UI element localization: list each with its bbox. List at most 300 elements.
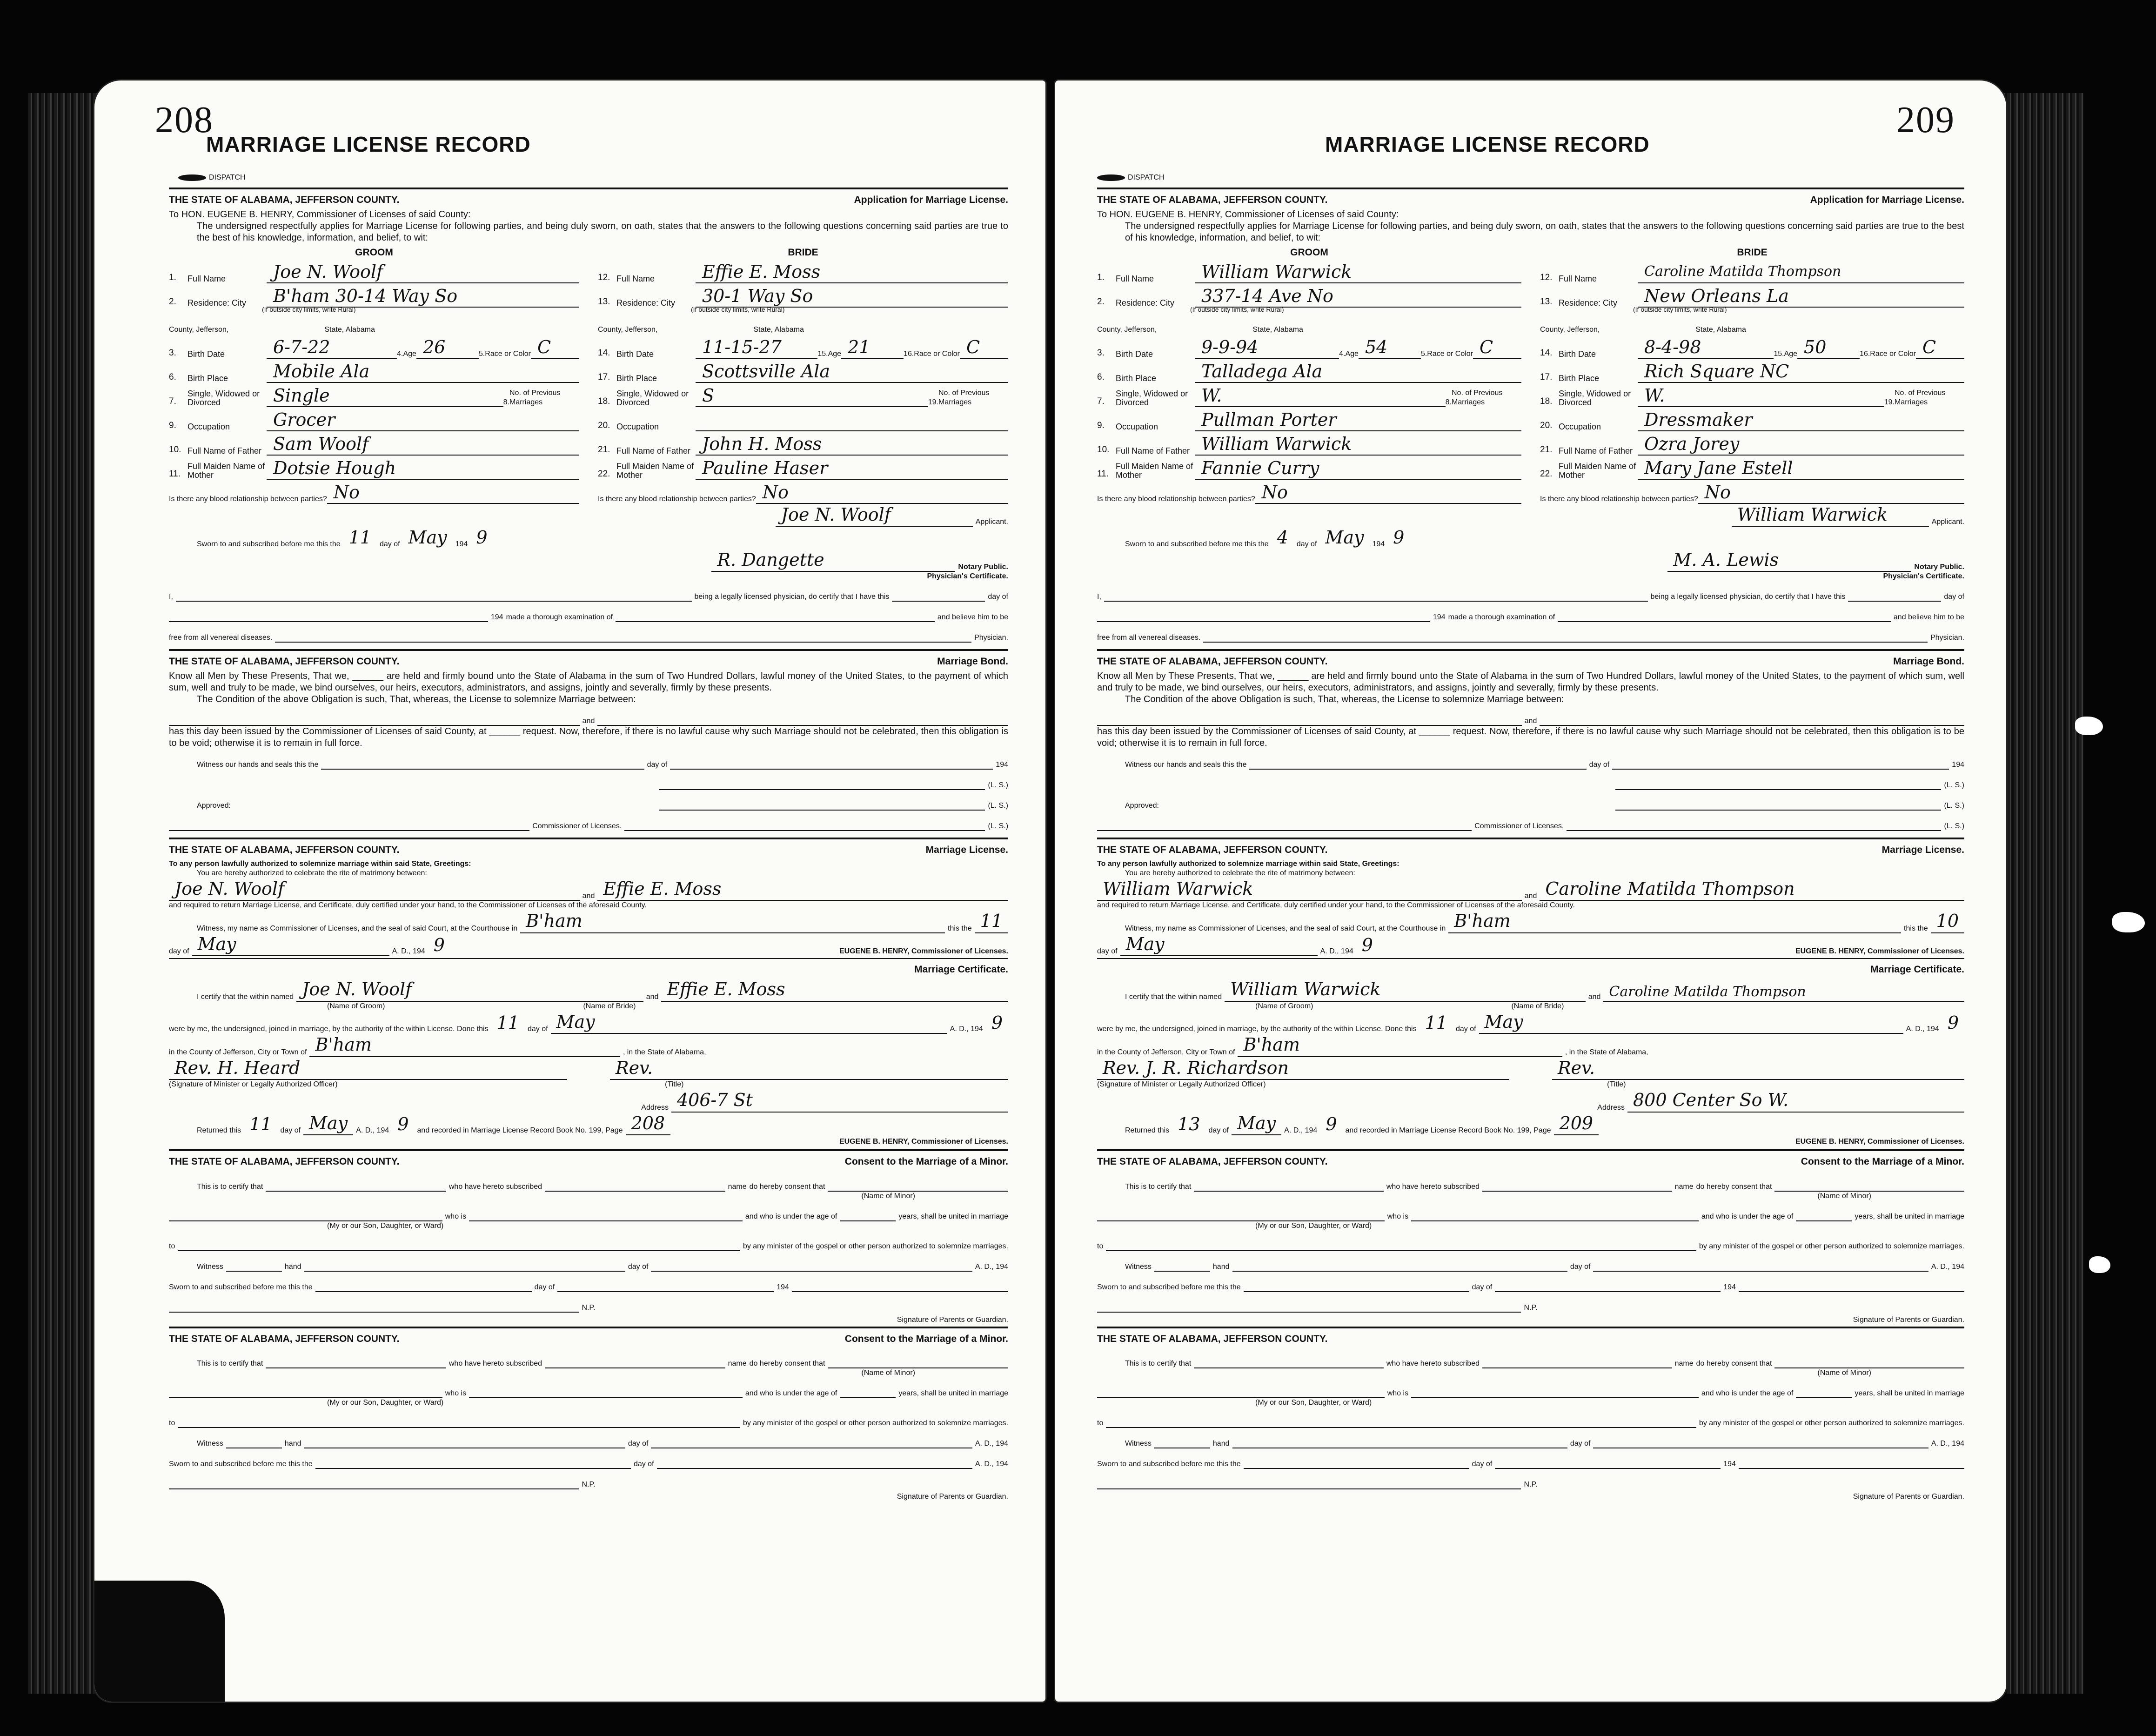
minister-caption: (Signature of Minister or Legally Authorized Officer): [1097, 1080, 1266, 1089]
bond-condition: The Condition of the above Obligation is such, That, whereas, the License to solemnize Marriage between:: [197, 694, 636, 705]
commissioner-label: Commissioner of Licenses.: [1474, 822, 1564, 831]
returned-day: 11: [249, 1113, 272, 1134]
field-label: Occupation: [1559, 422, 1601, 431]
field-label: Residence: City: [1559, 298, 1618, 308]
returned-label: Returned this: [197, 1126, 241, 1135]
bride-name-field[interactable]: Caroline Matilda Thompson: [1638, 261, 1964, 283]
day-of-label: day of: [633, 1460, 654, 1468]
notary-label: Notary Public.: [958, 563, 1008, 571]
field-label: Occupation: [1116, 422, 1158, 431]
physician-label: Physician.: [1930, 634, 1964, 642]
year-label: 194: [490, 613, 503, 621]
and-label: and: [582, 717, 595, 725]
sworn-day: 4: [1277, 527, 1288, 548]
license-text: You are hereby authorized to celebrate the rite of matrimony between:: [1125, 869, 1355, 877]
minor-header: Consent to the Marriage of a Minor.: [1801, 1156, 1964, 1167]
field-label: Is there any blood relationship between parties?: [1097, 495, 1255, 503]
ad-label: A. D., 194: [392, 947, 425, 955]
state-label: , in the State of Alabama,: [1565, 1048, 1648, 1056]
i-label: I,: [1097, 593, 1101, 601]
day-of-label: day of: [1296, 540, 1317, 548]
bride-caption: (Name of Bride): [1511, 1002, 1564, 1010]
groom-name-field[interactable]: Joe N. Woolf: [267, 261, 579, 283]
groom-residence-field[interactable]: B'ham 30-14 Way So: [267, 285, 579, 308]
field-label: Full Name of Father: [187, 446, 262, 456]
minor-consent-1: [1097, 1149, 1964, 1324]
page-title: MARRIAGE LICENSE RECORD: [1325, 132, 1650, 156]
field-note: (If outside city limits, write Rural): [1190, 305, 1284, 313]
groom-mother-field[interactable]: Dotsie Hough: [267, 457, 579, 480]
license-to: To any person lawfully authorized to solemnize marriage within said State, Greetings:: [1097, 859, 1399, 868]
field-label: Full Name: [1116, 274, 1154, 283]
np-label: N.P.: [582, 1303, 596, 1312]
ad-label: A. D., 194: [950, 1025, 983, 1033]
day-of-label: day of: [1208, 1126, 1229, 1135]
book-edge-left: [28, 93, 98, 1694]
groom-color-field[interactable]: C: [531, 336, 579, 359]
state-header: THE STATE OF ALABAMA, JEFFERSON COUNTY.: [169, 1156, 400, 1167]
returned-month: May: [303, 1113, 353, 1136]
license-form-right: [1097, 188, 1964, 1674]
groom-marital-field[interactable]: W.: [1195, 385, 1446, 407]
bride-age-field[interactable]: 21: [841, 336, 904, 359]
state-label: , in the State of Alabama,: [623, 1048, 706, 1056]
day-of-label: day of: [169, 947, 189, 955]
license-groom: Joe N. Woolf: [169, 878, 580, 901]
commissioner-label: Commissioner of Licenses.: [532, 822, 622, 831]
license-courthouse: B'ham: [1448, 910, 1901, 933]
field-label: Full Name: [616, 274, 655, 283]
license-month: May: [192, 933, 389, 957]
np-label: N.P.: [582, 1480, 596, 1488]
field-label: Birth Date: [187, 349, 225, 359]
groom-birthplace-field[interactable]: Mobile Ala: [267, 361, 579, 383]
bride-residence-field[interactable]: 30-1 Way So: [696, 285, 1008, 308]
parents-signature: Signature of Parents or Guardian.: [1853, 1315, 1964, 1324]
county-label: County, Jefferson,: [1540, 325, 1600, 334]
approved-label: Approved:: [1125, 802, 1159, 810]
ad-label: A. D., 194: [975, 1262, 1008, 1271]
minor-text: to: [169, 1242, 175, 1250]
certificate-header: Marriage Certificate.: [914, 964, 1008, 975]
minor-text: who is: [445, 1389, 467, 1397]
bond-section: [1097, 649, 1964, 831]
ad-label: A. D., 194: [975, 1460, 1008, 1468]
physician-header: Physician's Certificate.: [1883, 572, 1964, 580]
field-label: No. of Previous Marriages: [509, 389, 561, 406]
license-witness: Witness, my name as Commissioner of Licenses, and the seal of said Court, at the Courthouse in: [197, 924, 518, 932]
groom-birthplace-field[interactable]: Talladega Ala: [1195, 361, 1521, 383]
minor-text: years, shall be united in marriage: [898, 1389, 1008, 1397]
certificate-header: Marriage Certificate.: [1870, 964, 1964, 975]
parents-signature: Signature of Parents or Guardian.: [897, 1315, 1008, 1324]
bride-blood-field[interactable]: No: [756, 482, 1008, 504]
groom-caption: (Name of Groom): [1255, 1002, 1313, 1010]
ls-label: (L. S.): [988, 781, 1008, 790]
to-line: To HON. EUGENE B. HENRY, Commissioner of Licenses of said County:: [1097, 209, 1399, 220]
bride-color-field[interactable]: C: [960, 336, 1008, 359]
certificate-year: 9: [1947, 1012, 1959, 1033]
minor-text: Witness: [1125, 1262, 1152, 1271]
county-city-label: in the County of Jefferson, City or Town of: [169, 1048, 307, 1056]
this-the-label: this the: [1904, 924, 1928, 932]
returned-day: 13: [1178, 1113, 1200, 1134]
minister-address: 406-7 St: [671, 1089, 1008, 1113]
book-edge-right: [2001, 93, 2084, 1694]
minister-address: 800 Center So W.: [1627, 1089, 1964, 1113]
groom-occupation-field[interactable]: Grocer: [267, 409, 579, 431]
state-label: State, Alabama: [1695, 325, 1746, 334]
bride-birthplace-field[interactable]: Rich Square NC: [1638, 361, 1964, 383]
field-label: Residence: City: [616, 298, 676, 308]
minor-text: hand: [284, 1262, 301, 1271]
minor-text: do hereby consent that: [1696, 1182, 1772, 1191]
bond-condition: The Condition of the above Obligation is such, That, whereas, the License to solemnize Marriage between:: [1125, 694, 1564, 705]
applicant-label: Applicant.: [975, 518, 1008, 526]
address-label: Address: [641, 1103, 669, 1112]
license-section: [1097, 838, 1964, 956]
sworn-month: May: [1325, 527, 1364, 548]
ls-label: (L. S.): [1944, 802, 1964, 810]
bride-age-field[interactable]: 50: [1797, 336, 1860, 359]
state-header: THE STATE OF ALABAMA, JEFFERSON COUNTY.: [1097, 194, 1328, 205]
certificate-section: [1097, 958, 1964, 1146]
minor-text: years, shall be united in marriage: [1855, 1212, 1964, 1220]
bride-color-field[interactable]: C: [1916, 336, 1964, 359]
ad-label: A. D., 194: [1931, 1262, 1964, 1271]
minor-text: and who is under the age of: [1701, 1389, 1794, 1397]
day-of-label: day of: [628, 1439, 649, 1448]
minor-caption: (Name of Minor): [861, 1368, 915, 1377]
groom-column: GROOM 1. Full Name Joe N. Woolf 2. Residence: City B'ham 30-14 Way So (If outside city limits, write Rural) County, Jefferson, State, Alabama 3. Birth Date 6-7-22 4. Age 26 5. Race or Color C 6. Birth Place Mobile Ala 7. Single, Widowed or Divorced Single 8. No. of Previous Marriages 9. Occupation Grocer 10. Full Name of Father Sam Woolf 11. Full Maiden Name of Mother Dotsie Hough Is there any blood relationship between parties? No: [169, 247, 579, 503]
applicant-signature: Joe N. Woolf: [776, 504, 973, 527]
certificate-joined: were by me, the undersigned, joined in marriage, by the authority of the within License. Done this: [169, 1025, 489, 1033]
bride-occupation-field[interactable]: Dressmaker: [1638, 409, 1964, 431]
bride-occupation-field[interactable]: [696, 409, 1008, 431]
returned-label: Returned this: [1125, 1126, 1170, 1135]
bride-marital-field[interactable]: W.: [1638, 385, 1884, 407]
minor-consent-2: [1097, 1327, 1964, 1501]
physician-text: free from all venereal diseases.: [1097, 634, 1201, 642]
returned-month: May: [1232, 1113, 1281, 1136]
physician-text: made a thorough examination of: [506, 613, 613, 621]
field-label: Single, Widowed or Divorced: [616, 389, 689, 407]
field-label: Race or Color: [1427, 349, 1473, 358]
minor-caption: (Name of Minor): [861, 1192, 915, 1200]
minor-consent-1: [169, 1149, 1008, 1324]
minor-text: who is: [1387, 1389, 1409, 1397]
minor-text: name: [1674, 1182, 1694, 1191]
approved-label: Approved:: [197, 802, 231, 810]
groom-birthdate-field[interactable]: 9-9-94: [1195, 336, 1339, 359]
certificate-groom: William Warwick: [1225, 979, 1586, 1002]
commissioner-signature: EUGENE B. HENRY, Commissioner of Licenses.: [1795, 1138, 1964, 1146]
ad-label: A. D., 194: [1284, 1126, 1318, 1135]
minor-text: Witness: [197, 1439, 223, 1448]
license-year: 9: [433, 934, 445, 955]
state-header: THE STATE OF ALABAMA, JEFFERSON COUNTY.: [169, 1333, 400, 1344]
page-number: 208: [155, 100, 214, 141]
certificate-day: 11: [1425, 1012, 1447, 1033]
groom-color-field[interactable]: C: [1473, 336, 1521, 359]
field-label: Full Name of Father: [616, 446, 691, 456]
and-label: and: [1524, 717, 1537, 725]
day-of-label: day of: [379, 540, 400, 548]
left-page: [93, 79, 1047, 1703]
physician-header: Physician's Certificate.: [927, 572, 1008, 580]
sworn-month: May: [408, 527, 447, 548]
certificate-town: B'ham: [309, 1034, 620, 1057]
minor-caption: (My or our Son, Daughter, or Ward): [1255, 1398, 1372, 1407]
certificate-text: I certify that the within named: [197, 992, 294, 1001]
license-witness: Witness, my name as Commissioner of Licenses, and the seal of said Court, at the Courthouse in: [1125, 924, 1446, 932]
returned-year: 9: [397, 1113, 409, 1134]
parents-signature: Signature of Parents or Guardian.: [1853, 1492, 1964, 1501]
notary-label: Notary Public.: [1914, 563, 1964, 571]
witness-label: Witness our hands and seals this the: [1125, 761, 1247, 769]
sworn-label: Sworn to and subscribed before me this the: [169, 1460, 313, 1468]
groom-age-field[interactable]: 26: [416, 336, 479, 359]
minor-text: name: [728, 1182, 747, 1191]
application-section: [1097, 188, 1964, 643]
title-caption: (Title): [1607, 1080, 1626, 1089]
field-label: Birth Place: [1559, 373, 1600, 383]
field-label: Full Maiden Name of Mother: [616, 461, 694, 480]
field-note: (If outside city limits, write Rural): [262, 305, 356, 313]
groom-blood-field[interactable]: No: [1255, 482, 1521, 504]
field-note: (If outside city limits, write Rural): [1633, 305, 1727, 313]
state-label: State, Alabama: [324, 325, 375, 334]
field-label: Occupation: [616, 422, 659, 431]
year-label: 194: [1952, 761, 1964, 769]
field-label: Age: [828, 349, 842, 358]
license-bride: Effie E. Moss: [597, 878, 1008, 901]
year-label: 194: [996, 761, 1008, 769]
county-city-label: in the County of Jefferson, City or Town of: [1097, 1048, 1235, 1056]
dispatch-mark: DISPATCH: [1097, 174, 1165, 182]
field-label: Is there any blood relationship between parties?: [598, 495, 756, 503]
year-label: 194: [1433, 613, 1446, 621]
title-caption: (Title): [665, 1080, 684, 1089]
county-label: County, Jefferson,: [169, 325, 229, 334]
bride-father-field[interactable]: John H. Moss: [696, 433, 1008, 456]
section-label: Application for Marriage License.: [1810, 194, 1964, 205]
field-label: Birth Date: [616, 349, 654, 359]
year-label: 194: [777, 1283, 789, 1291]
state-header: THE STATE OF ALABAMA, JEFFERSON COUNTY.: [1097, 1333, 1328, 1344]
thumb-shadow: [94, 1581, 225, 1702]
bond-text-2: has this day been issued by the Commissioner of Licenses of said County, at ______ request. Now, therefore, if there is no lawful cause why such Marriage should not be celebrated, then this obligation is to be void; otherwise it is to remain in full force.: [169, 726, 1008, 749]
ls-label: (L. S.): [1944, 781, 1964, 790]
field-label: Full Maiden Name of Mother: [1559, 461, 1636, 480]
state-label: State, Alabama: [1252, 325, 1303, 334]
minor-text: hand: [284, 1439, 301, 1448]
groom-occupation-field[interactable]: Pullman Porter: [1195, 409, 1521, 431]
minister-caption: (Signature of Minister or Legally Authorized Officer): [169, 1080, 338, 1089]
field-label: Is there any blood relationship between parties?: [1540, 495, 1698, 503]
application-section: [169, 188, 1008, 643]
groom-residence-field[interactable]: 337-14 Ave No: [1195, 285, 1521, 308]
parents-signature: Signature of Parents or Guardian.: [897, 1492, 1008, 1501]
field-label: Full Name of Father: [1116, 446, 1190, 456]
np-label: N.P.: [1524, 1480, 1538, 1488]
field-label: No. of Previous Marriages: [938, 389, 990, 406]
physician-text: made a thorough examination of: [1448, 613, 1555, 621]
certificate-bride: Effie E. Moss: [661, 979, 1008, 1002]
ad-label: A. D., 194: [1931, 1439, 1964, 1448]
recorded-label: and recorded in Marriage License Record Book No. 199, Page: [417, 1126, 623, 1135]
minor-text: years, shall be united in marriage: [1855, 1389, 1964, 1397]
minor-text: name: [728, 1359, 747, 1367]
license-section: [169, 838, 1008, 956]
groom-age-field[interactable]: 54: [1359, 336, 1421, 359]
to-line: To HON. EUGENE B. HENRY, Commissioner of Licenses of said County:: [169, 209, 471, 220]
field-label: Residence: City: [1116, 298, 1175, 308]
groom-birthdate-field[interactable]: 6-7-22: [267, 336, 397, 359]
minor-text: This is to certify that: [197, 1359, 263, 1367]
groom-caption: (Name of Groom): [327, 1002, 385, 1010]
bride-residence-field[interactable]: New Orleans La: [1638, 285, 1964, 308]
this-the-label: this the: [948, 924, 972, 932]
minor-text: Witness: [197, 1262, 223, 1271]
groom-blood-field[interactable]: No: [327, 482, 579, 504]
minor-text: by any minister of the gospel or other person authorized to solemnize marriages.: [743, 1419, 1008, 1427]
dispatch-mark: DISPATCH: [178, 174, 246, 182]
field-label: Race or Color: [1870, 349, 1916, 358]
bride-label: BRIDE: [788, 247, 818, 258]
bride-marital-field[interactable]: S: [696, 385, 928, 407]
certificate-bride: Caroline Matilda Thompson: [1603, 983, 1964, 1002]
minor-header: Consent to the Marriage of a Minor.: [844, 1156, 1008, 1167]
groom-father-field[interactable]: William Warwick: [1195, 433, 1521, 456]
groom-mother-field[interactable]: Fannie Curry: [1195, 457, 1521, 480]
state-header: THE STATE OF ALABAMA, JEFFERSON COUNTY.: [1097, 1156, 1328, 1167]
bride-birthdate-field[interactable]: 8-4-98: [1638, 336, 1774, 359]
minor-caption: (Name of Minor): [1817, 1368, 1871, 1377]
applicant-label: Applicant.: [1931, 518, 1964, 526]
minor-header: Consent to the Marriage of a Minor.: [844, 1333, 1008, 1344]
bride-mother-field[interactable]: Pauline Haser: [696, 457, 1008, 480]
minor-caption: (My or our Son, Daughter, or Ward): [327, 1398, 444, 1407]
county-label: County, Jefferson,: [1097, 325, 1157, 334]
field-label: No. of Previous Marriages: [1895, 389, 1946, 406]
license-courthouse: B'ham: [520, 910, 945, 933]
year-label: 194: [1723, 1460, 1736, 1468]
day-of-label: day of: [534, 1283, 555, 1291]
minor-text: and who is under the age of: [745, 1389, 837, 1397]
groom-father-field[interactable]: Sam Woolf: [267, 433, 579, 456]
np-label: N.P.: [1524, 1303, 1538, 1312]
groom-name-field[interactable]: William Warwick: [1195, 261, 1521, 283]
field-label: Single, Widowed or Divorced: [1559, 389, 1631, 407]
field-label: Age: [1345, 349, 1359, 358]
bride-blood-field[interactable]: No: [1698, 482, 1964, 504]
minor-text: who is: [1387, 1212, 1409, 1220]
commissioner-signature: EUGENE B. HENRY, Commissioner of Licenses.: [839, 947, 1008, 955]
groom-label: GROOM: [355, 247, 393, 258]
physician-text: and believe him to be: [1893, 613, 1965, 621]
field-label: No. of Previous Marriages: [1452, 389, 1503, 406]
physician-label: Physician.: [974, 634, 1008, 642]
field-label: Full Name of Father: [1559, 446, 1633, 456]
license-to: To any person lawfully authorized to solemnize marriage within said State, Greetings:: [169, 859, 471, 868]
license-day: 10: [1931, 910, 1964, 933]
physician-text: being a legally licensed physician, do certify that I have this: [694, 593, 890, 601]
field-label: Age: [1784, 349, 1798, 358]
minor-text: to: [1097, 1419, 1104, 1427]
physician-text: being a legally licensed physician, do certify that I have this: [1650, 593, 1846, 601]
ls-label: (L. S.): [1944, 822, 1965, 831]
field-label: Race or Color: [914, 349, 960, 358]
sworn-year: 9: [1393, 527, 1405, 548]
license-header: Marriage License.: [1881, 845, 1964, 856]
bride-caption: (Name of Bride): [583, 1002, 636, 1010]
bride-name-field[interactable]: Effie E. Moss: [696, 261, 1008, 283]
state-label: State, Alabama: [753, 325, 804, 334]
ad-label: A. D., 194: [975, 1439, 1008, 1448]
application-intro: The undersigned respectfully applies for Marriage License for following parties, and being duly sworn, on oath, states that the answers to the following questions concerning said parties are true to the best of his knowledge, information, and belief, to wit:: [1125, 221, 1964, 243]
ls-label: (L. S.): [988, 822, 1009, 831]
minor-caption: (My or our Son, Daughter, or Ward): [1255, 1221, 1372, 1230]
state-header: THE STATE OF ALABAMA, JEFFERSON COUNTY.: [1097, 845, 1328, 856]
license-year: 9: [1361, 934, 1373, 955]
minor-text: name: [1674, 1359, 1694, 1367]
day-of-label: day of: [1097, 947, 1118, 955]
license-header: Marriage License.: [925, 845, 1008, 856]
field-label: Birth Place: [616, 373, 657, 383]
day-of-label: day of: [1472, 1283, 1493, 1291]
license-month: May: [1120, 933, 1318, 957]
field-label: Single, Widowed or Divorced: [1116, 389, 1188, 407]
day-of-label: day of: [1570, 1439, 1591, 1448]
year-label: 194: [1372, 540, 1385, 548]
field-label: Full Name: [1559, 274, 1597, 283]
field-label: Full Maiden Name of Mother: [187, 461, 265, 480]
minor-text: by any minister of the gospel or other person authorized to solemnize marriages.: [1699, 1419, 1964, 1427]
minor-consent-2: [169, 1327, 1008, 1501]
sworn-label: Sworn to and subscribed before me this the: [197, 540, 341, 548]
day-of-label: day of: [988, 593, 1008, 601]
minister-title: Rev.: [610, 1057, 1008, 1080]
minor-caption: (Name of Minor): [1817, 1192, 1871, 1200]
certificate-section: [169, 958, 1008, 1146]
state-header: THE STATE OF ALABAMA, JEFFERSON COUNTY.: [169, 194, 400, 205]
year-label: 194: [455, 540, 468, 548]
minor-text: Witness: [1125, 1439, 1152, 1448]
bride-mother-field[interactable]: Mary Jane Estell: [1638, 457, 1964, 480]
minor-text: and who is under the age of: [1701, 1212, 1794, 1220]
minor-text: who have hereto subscribed: [1386, 1182, 1480, 1191]
license-form-left: [169, 188, 1008, 1674]
minor-text: who is: [445, 1212, 467, 1220]
bride-column: BRIDE 12. Full Name Effie E. Moss 13. Residence: City 30-1 Way So (If outside city limits, write Rural) County, Jefferson, State, Alabama 14. Birth Date 11-15-27 15. Age 21 16. Race or Color C 17. Birth Place Scottsville Ala 18. Single, Widowed or Divorced S 19. No. of Previous Marriages 20. Occupation 21. Full Name of Father John H. Moss 22. Full Maiden Name of Mother Pauline Haser Is there any blood relationship between parties? No: [598, 247, 1008, 503]
notary-signature: R. Dangette: [711, 549, 955, 572]
notary-signature: M. A. Lewis: [1667, 549, 1911, 572]
bride-father-field[interactable]: Ozra Jorey: [1638, 433, 1964, 456]
minor-text: to: [1097, 1242, 1104, 1250]
bride-birthplace-field[interactable]: Scottsville Ala: [696, 361, 1008, 383]
field-label: Full Name: [187, 274, 226, 283]
day-of-label: day of: [628, 1262, 649, 1271]
minor-text: to: [169, 1419, 175, 1427]
minor-text: years, shall be united in marriage: [898, 1212, 1008, 1220]
record-page: 209: [1554, 1113, 1599, 1136]
minister-title: Rev.: [1552, 1057, 1964, 1080]
groom-marital-field[interactable]: Single: [267, 385, 503, 407]
field-label: Age: [403, 349, 416, 358]
bride-birthdate-field[interactable]: 11-15-27: [696, 336, 817, 359]
day-of-label: day of: [1589, 761, 1610, 769]
